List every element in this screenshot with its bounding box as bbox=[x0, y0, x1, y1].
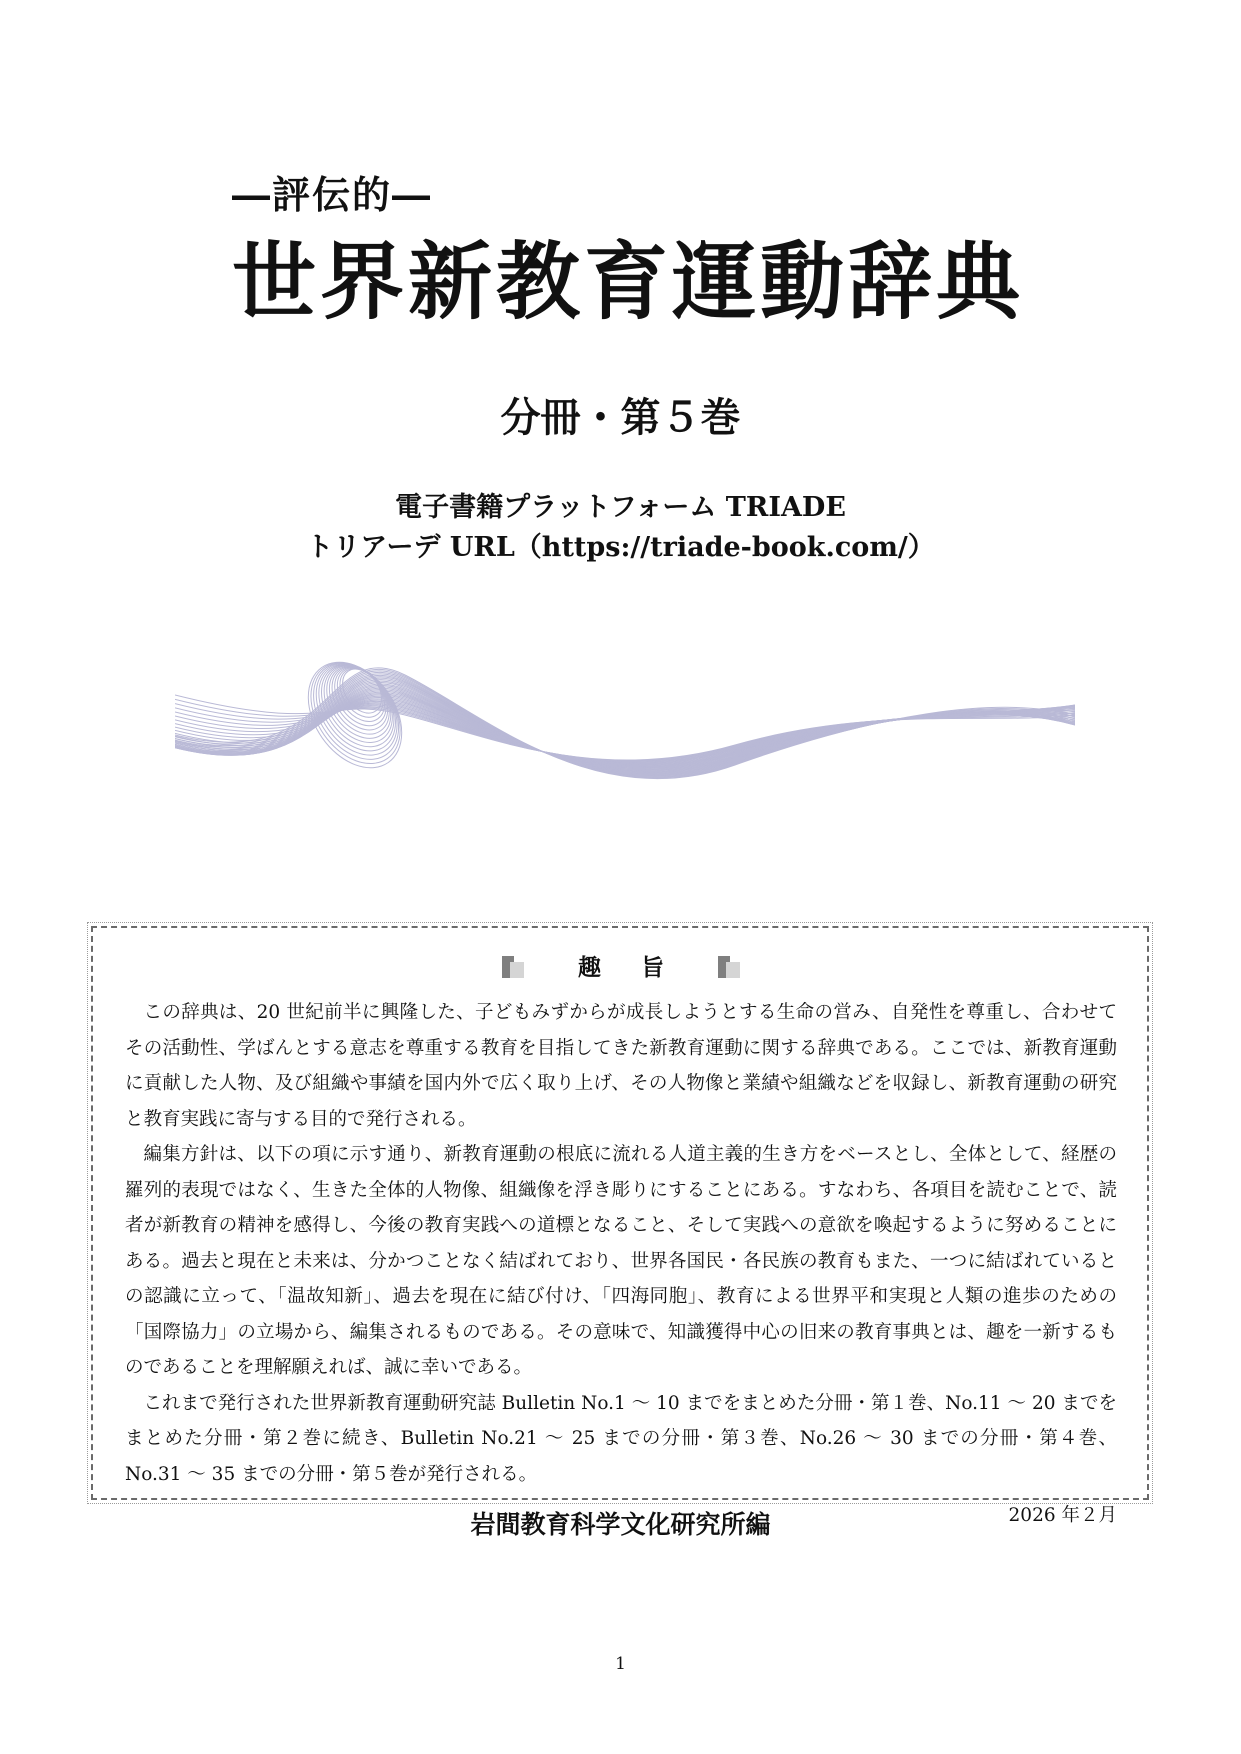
platform-info bbox=[0, 488, 1241, 568]
wave-line bbox=[175, 693, 1075, 767]
editor-credit: 岩間教育科学文化研究所編 bbox=[470, 1510, 771, 1539]
page-number: 1 bbox=[615, 1654, 626, 1674]
purpose-paragraph: これまで発行された世界新教育運動研究誌 Bulletin No.1 ～ 10 までをまとめた分冊・第１巻、No.11 ～ 20 までをまとめた分冊・第２巻に続き、Bulletin No.21 ～ 25 までの分冊・第３巻、No.26 ～ 30 までの分冊・第４巻、No.31 ～ 35 までの分冊・第５巻が発行される。 bbox=[125, 1392, 1117, 1485]
decorative-wave-graphic bbox=[175, 615, 1075, 855]
square-bullet-icon bbox=[718, 956, 740, 978]
wave-line bbox=[175, 699, 1075, 765]
purpose-heading-text: 趣旨 bbox=[578, 954, 704, 981]
publication-date: 2026 年２月 bbox=[1008, 1505, 1117, 1526]
page-title: 世界新教育運動辞典 bbox=[232, 232, 1025, 331]
purpose-paragraph: この辞典は、20 世紀前半に興隆した、子どもみずからが成長しようとする生命の営み、自発性を尊重し、合わせてその活動性、学ばんとする意志を尊重する教育を目指してきた新教育運動に関する辞典である。ここでは、新教育運動に貢献した人物、及び組織や事績を国内外で広く取り上げ、その人物像と業績や組織などを収録し、新教育運動の研究と教育実践に寄与する目的で発行される。 bbox=[125, 1002, 1117, 1130]
purpose-heading bbox=[125, 956, 1117, 979]
url-line: トリアーデ URL（https://triade-book.com/） bbox=[306, 532, 935, 563]
square-bullet-icon bbox=[502, 956, 524, 978]
volume-title: 分冊・第５巻 bbox=[500, 394, 741, 441]
purpose-paragraph: 編集方針は、以下の項に示す通り、新教育運動の根底に流れる人道主義的生き方をベースとし、全体として、経歴の羅列的表現ではなく、生きた全体的人物像、組織像を浮き彫りにすることにある。すなわち、各項目を読むことで、読者が新教育の精神を感得し、今後の教育実践への道標となること、そして実践への意欲を喚起するように努めることにある。過去と現在と未来は、分かつことなく結ばれており、世界各国民・各民族の教育もまた、一つに結ばれているとの認識に立って、「温故知新」、過去を現在に結び付け、「四海同胞」、教育による世界平和実現と人類の進歩のための「国際協力」の立場から、編集されるものである。その意味で、知識獲得中心の旧来の教育事典とは、趣を一新するものであることを理解願えれば、誠に幸いである。 bbox=[125, 1144, 1117, 1378]
platform-line: 電子書籍プラットフォーム TRIADE bbox=[395, 492, 846, 523]
subtitle-kicker: ―評伝的― bbox=[232, 172, 433, 217]
wave-line bbox=[175, 697, 1075, 765]
